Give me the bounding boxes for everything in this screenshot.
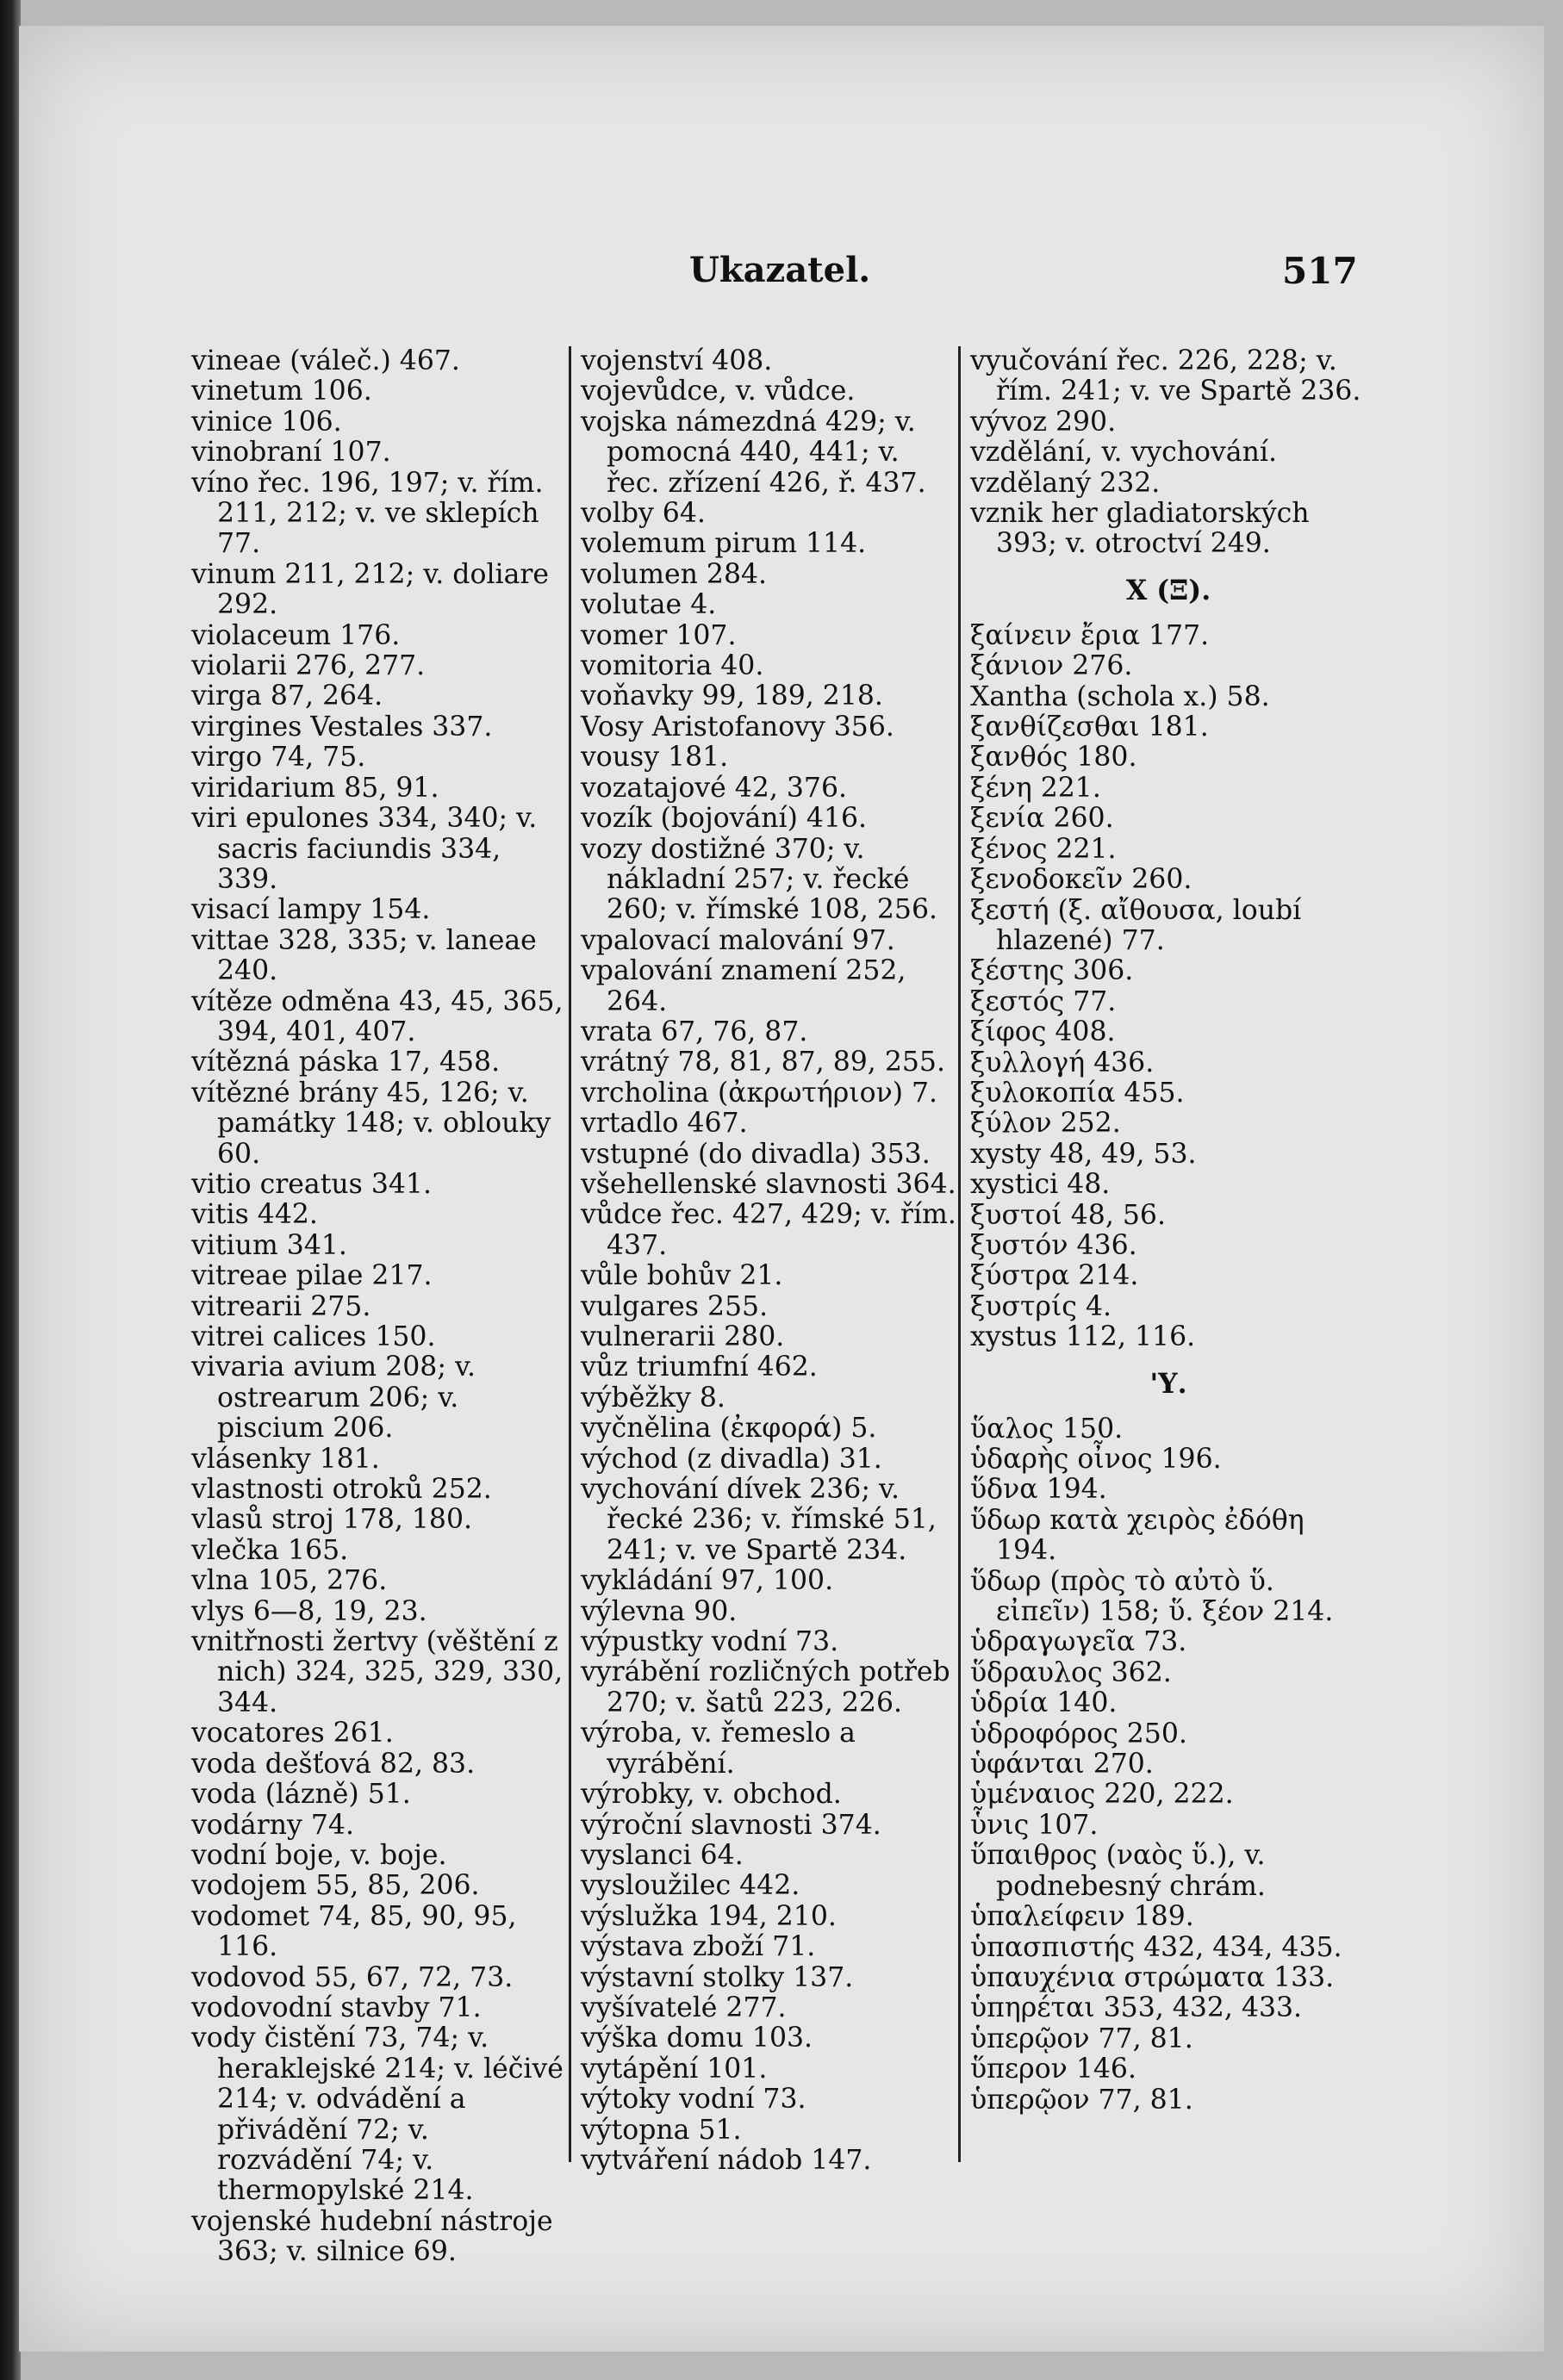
index-entry: voda dešťová 82, 83.: [191, 1748, 476, 1780]
index-entry: ξενία 260.: [970, 803, 1114, 835]
index-entry: vinum 211, 212; v. doliare 292.: [191, 558, 550, 621]
index-entry: vyčnělina (ἐκφορά) 5.: [581, 1413, 877, 1445]
index-entry: ὑδροφόρος 250.: [970, 1718, 1187, 1749]
index-entry: výroba, v. řemeslo a vyrábění.: [581, 1718, 856, 1780]
index-entry: vývoz 290.: [970, 406, 1117, 438]
index-entry: vitis 442.: [191, 1199, 318, 1231]
index-entry: vyrábění rozličných potřeb 270; v. šatů 223, 226.: [581, 1656, 950, 1718]
index-entry: vrata 67, 76, 87.: [581, 1016, 808, 1047]
index-entry: výlevna 90.: [581, 1595, 738, 1627]
book-spine-shadow: [0, 0, 21, 2380]
index-entry: vojska námezdná 429; v. pomocná 440, 441; v. řec. zřízení 426, ř. 437.: [581, 406, 926, 499]
index-entry: vůz triumfní 462.: [581, 1352, 818, 1383]
index-entry: viridarium 85, 91.: [191, 772, 439, 804]
index-entry: ξύλον 252.: [970, 1108, 1121, 1140]
index-entry: vyučování řec. 226, 228; v. řím. 241; v. ve Spartě 236.: [970, 345, 1361, 407]
index-entry: vzdělání, v. vychování.: [970, 437, 1277, 469]
index-entry: vykládání 97, 100.: [581, 1565, 834, 1597]
index-entry: vozík (bojování) 416.: [581, 803, 868, 835]
index-entry: vinetum 106.: [191, 376, 372, 407]
index-entry: visací lampy 154.: [191, 894, 431, 926]
index-entry: vousy 181.: [581, 742, 729, 774]
index-entry: vodní boje, v. boje.: [191, 1839, 447, 1871]
index-entry: volutae 4.: [581, 589, 717, 621]
index-entry: vpalovací malování 97.: [581, 924, 895, 956]
index-entry: výtoky vodní 73.: [581, 2084, 806, 2116]
index-entry: ξανθίζεσθαι 181.: [970, 712, 1209, 743]
index-entry: vyšívatelé 277.: [581, 1992, 787, 2023]
index-entry: vojevůdce, v. vůdce.: [581, 376, 856, 407]
index-entry: vodovod 55, 67, 72, 73.: [191, 1961, 514, 1993]
index-entry: vyslanci 64.: [581, 1839, 744, 1871]
index-entry: ὑπερῷον 77, 81.: [970, 2084, 1193, 2116]
index-entry: vittae 328, 335; v. laneae 240.: [191, 924, 537, 987]
index-entry: vlna 105, 276.: [191, 1565, 388, 1597]
index-entry: výroční slavnosti 374.: [581, 1809, 881, 1841]
index-entry: vpalování znamení 252, 264.: [581, 955, 906, 1017]
index-entry: výrobky, v. obchod.: [581, 1779, 842, 1811]
index-entry: vodovodní stavby 71.: [191, 1992, 482, 2023]
index-entry: ὑμέναιος 220, 222.: [970, 1779, 1234, 1811]
index-entry: víno řec. 196, 197; v. řím. 211, 212; v. ve sklepích 77.: [191, 467, 544, 560]
index-entry: ξεστός 77.: [970, 985, 1117, 1017]
index-entry: ξενοδοκεῖν 260.: [970, 864, 1192, 896]
index-entry: volumen 284.: [581, 558, 768, 590]
index-entry: vitreae pilae 217.: [191, 1260, 433, 1292]
index-entry: vitium 341.: [191, 1229, 347, 1261]
index-entry: volemum pirum 114.: [581, 528, 867, 560]
index-entry: ὕδωρ (πρὸς τὸ αὐτὸ ὕ. εἰπεῖν) 158; ὕ. ξέον 214.: [970, 1565, 1334, 1628]
index-entry: ὑδαρὴς οἶνος 196.: [970, 1444, 1222, 1475]
index-entry: ὑπαλείφειν 189.: [970, 1901, 1194, 1933]
index-column-1: [191, 346, 569, 2268]
index-entry: viri epulones 334, 340; v. sacris faciundis 334, 339.: [191, 803, 538, 895]
index-entry: vitrearii 275.: [191, 1290, 371, 1322]
index-entry: ὑπασπιστής 432, 434, 435.: [970, 1931, 1342, 1963]
index-entry: violaceum 176.: [191, 619, 401, 651]
index-entry: vomitoria 40.: [581, 650, 764, 682]
index-column-3: [970, 346, 1367, 2116]
index-entry: vzdělaný 232.: [970, 467, 1161, 499]
index-entry: vítězné brány 45, 126; v. památky 148; v. oblouky 60.: [191, 1077, 551, 1170]
index-entry: vytváření nádob 147.: [581, 2144, 872, 2176]
index-entry: ξυστοί 48, 56.: [970, 1199, 1166, 1231]
section-heading: X (Ξ).: [1125, 574, 1211, 606]
index-entry: virga 87, 264.: [191, 680, 383, 712]
index-entry: ξέστης 306.: [970, 955, 1134, 987]
index-entry: vstupné (do divadla) 353.: [581, 1138, 931, 1170]
index-entry: ξαίνειν ἔρια 177.: [970, 619, 1210, 651]
index-entry: ὑπαυχένια στρώματα 133.: [970, 1961, 1335, 1993]
index-entry: ξάνιον 276.: [970, 650, 1133, 682]
index-entry: ὑπερῷον 77, 81.: [970, 2023, 1193, 2054]
page-header: [0, 250, 1563, 301]
index-entry: vnitřnosti žertvy (věštění z nich) 324, 325, 329, 330, 344.: [191, 1626, 564, 1718]
index-entry: vitio creatus 341.: [191, 1168, 432, 1200]
index-entry: vytápění 101.: [581, 2053, 768, 2085]
index-entry: ὗνις 107.: [970, 1809, 1099, 1841]
index-entry: vitrei calices 150.: [191, 1321, 436, 1352]
index-entry: vinobraní 107.: [191, 437, 391, 469]
section-heading: 'Υ.: [1149, 1367, 1187, 1400]
index-entry: všehellenské slavnosti 364.: [581, 1168, 956, 1200]
index-entry: virgines Vestales 337.: [191, 711, 493, 743]
index-entry: vítěze odměna 43, 45, 365, 394, 401, 407.: [191, 985, 564, 1047]
index-entry: vojenství 408.: [581, 345, 773, 376]
index-entry: vojenské hudební nástroje 363; v. silnice 69.: [191, 2205, 553, 2268]
index-entry: východ (z divadla) 31.: [581, 1443, 882, 1475]
index-entry: vody čistění 73, 74; v. heraklejské 214; v. léčivé 214; v. odvádění a přivádění 72; v. rozvádění 74; v. thermopylské 214.: [191, 2023, 564, 2207]
index-entry: ξένη 221.: [970, 772, 1101, 804]
index-entry: výstavní stolky 137.: [581, 1961, 854, 1993]
index-entry: vodomet 74, 85, 90, 95, 116.: [191, 1900, 517, 1963]
index-entry: Vosy Aristofanovy 356.: [581, 711, 894, 743]
index-entry: xysty 48, 49, 53.: [970, 1138, 1197, 1170]
index-entry: ὑφάνται 270.: [970, 1749, 1154, 1780]
index-entry: ὕπαιθρος (ναὸς ὕ.), v. podnebesný chrám.: [970, 1840, 1266, 1902]
index-entry: vinice 106.: [191, 406, 342, 438]
index-entry: vlasů strој 178, 180.: [191, 1504, 473, 1536]
index-entry: ὕδωρ κατὰ χειρὸς ἐδόθη 194.: [970, 1504, 1305, 1567]
index-entry: ξεστή (ξ. αἴθουσα, loubí hlazené) 77.: [970, 894, 1302, 956]
index-entry: ξένος 221.: [970, 833, 1117, 865]
index-entry: violarii 276, 277.: [191, 650, 426, 682]
index-entry: ὕπερον 146.: [970, 2054, 1136, 2085]
index-entry: vrtadlo 467.: [581, 1108, 748, 1140]
index-entry: ξανθός 180.: [970, 742, 1137, 774]
index-entry: ξυλλογή 436.: [970, 1047, 1155, 1078]
index-entry: vozatajové 42, 376.: [581, 772, 848, 804]
index-entry: voňavky 99, 189, 218.: [581, 680, 883, 712]
index-entry: Xantha (schola x.) 58.: [970, 680, 1270, 712]
index-entry: virgo 74, 75.: [191, 742, 366, 774]
index-entry: vůdce řec. 427, 429; v. řím. 437.: [581, 1199, 956, 1261]
index-entry: výstava zboží 71.: [581, 1931, 816, 1963]
index-entry: ὑπηρέται 353, 432, 433.: [970, 1992, 1303, 2024]
index-entry: výška domu 103.: [581, 2023, 813, 2054]
index-entry: vineae (váleč.) 467.: [191, 345, 460, 376]
index-entry: ὕδνα 194.: [970, 1474, 1107, 1506]
index-entry: ξυστόν 436.: [970, 1229, 1137, 1261]
index-entry: vůle bohův 21.: [581, 1260, 783, 1292]
index-entry: xystici 48.: [970, 1169, 1111, 1201]
page-number: 517: [1282, 250, 1358, 292]
index-entry: výslužka 194, 210.: [581, 1900, 837, 1932]
running-title: Ukazatel.: [689, 250, 871, 290]
index-entry: vodojem 55, 85, 206.: [191, 1870, 480, 1902]
index-entry: vrcholina (ἀκρωτήριον) 7.: [581, 1077, 938, 1109]
index-entry: vulnerarii 280.: [581, 1321, 785, 1352]
index-entry: vznik her gladiatorských 393; v. otroctví 249.: [970, 498, 1310, 560]
index-entry: ξίφος 408.: [970, 1016, 1116, 1048]
index-entry: vlečka 165.: [191, 1534, 349, 1566]
index-entry: vychování dívek 236; v. řecké 236; v. římské 51, 241; v. ve Spartě 234.: [581, 1474, 937, 1566]
index-entry: vysloužilec 442.: [581, 1870, 800, 1902]
index-entry: výpustky vodní 73.: [581, 1626, 839, 1658]
index-entry: ὕαλος 150.: [970, 1413, 1124, 1445]
index-entry: ξύστρα 214.: [970, 1260, 1139, 1292]
index-entry: výtopna 51.: [581, 2114, 742, 2146]
index-entry: voda (lázně) 51.: [191, 1779, 411, 1811]
index-entry: vivaria avium 208; v. ostrearum 206; v. piscium 206.: [191, 1352, 476, 1445]
index-entry: ξυστρίς 4.: [970, 1290, 1112, 1322]
index-entry: vrátný 78, 81, 87, 89, 255.: [581, 1047, 945, 1078]
index-entry: vlys 6—8, 19, 23.: [191, 1595, 427, 1627]
index-entry: vlásenky 181.: [191, 1443, 380, 1475]
index-entry: výběžky 8.: [581, 1382, 725, 1414]
index-entry: ξυλοκοπία 455.: [970, 1077, 1185, 1109]
index-column-2: [581, 346, 956, 2176]
index-entry: vítězná páska 17, 458.: [191, 1047, 501, 1078]
column-divider-1: [569, 346, 571, 2162]
index-entry: vodárny 74.: [191, 1809, 354, 1841]
column-divider-2: [958, 346, 961, 2162]
index-entry: vomer 107.: [581, 619, 737, 651]
index-entry: vlastnosti otroků 252.: [191, 1474, 492, 1506]
index-entry: volby 64.: [581, 498, 706, 530]
index-entry: vulgares 255.: [581, 1290, 769, 1322]
index-entry: ὕδραυλος 362.: [970, 1656, 1172, 1688]
index-entry: vozy dostižné 370; v. nákladní 257; v. řecké 260; v. římské 108, 256.: [581, 833, 938, 926]
index-entry: vocatores 261.: [191, 1718, 394, 1749]
index-entry: ὑδρία 140.: [970, 1687, 1118, 1719]
index-entry: xystus 112, 116.: [970, 1321, 1196, 1353]
index-entry: ὑδραγωγεῖα 73.: [970, 1626, 1187, 1658]
